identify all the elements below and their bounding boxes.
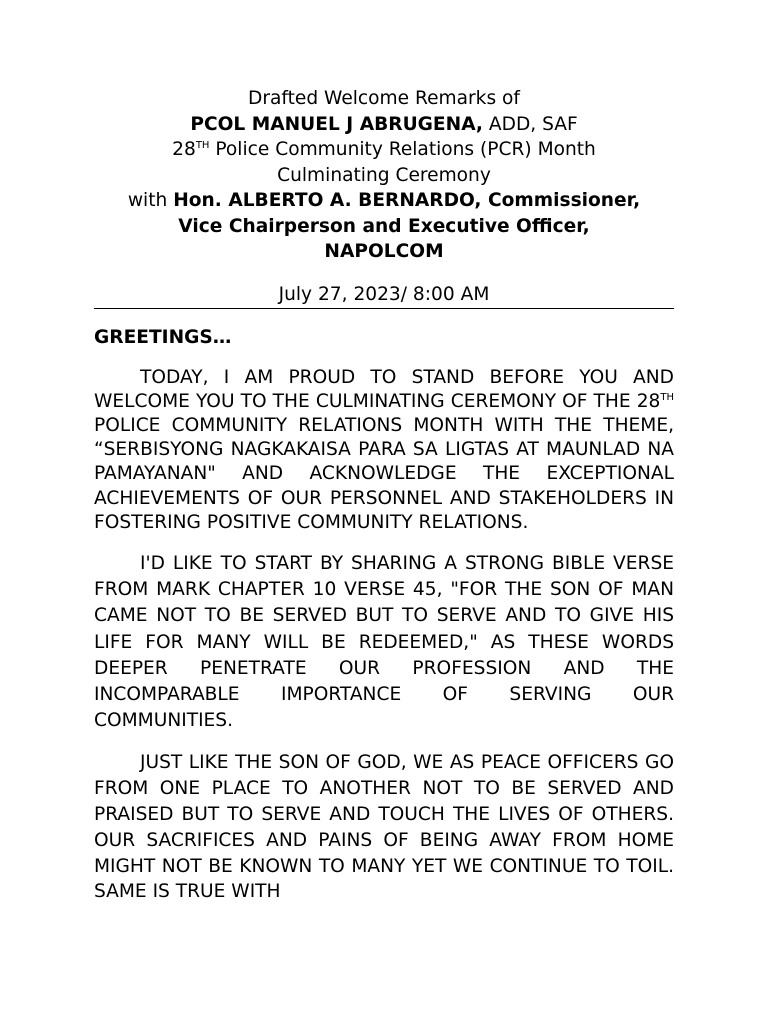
event-line [94,137,674,163]
paragraph-3: JUST LIKE THE SON OF GOD, WE AS PEACE OFFICERS GO FROM ONE PLACE TO ANOTHER NOT TO BE SERVED AND PRAISED BUT TO SERVE AND TOUCH THE LIVES OF OTHERS. OUR SACRIFICES AND PAINS OF BEING AWAY FROM HOME MIGHT NOT BE KNOWN TO MANY YET WE CONTINUE TO TOIL. SAME IS TRUE WITH [94,752,674,903]
guest-name: Hon. ALBERTO A. BERNARDO, Commissioner, [173,190,641,211]
speaker-name: PCOL MANUEL J ABRUGENA, [190,113,483,135]
document-header [94,86,674,265]
guest-line-3: NAPOLCOM [324,241,444,262]
event-number: 28 [172,139,196,160]
event-ceremony: Culminating Ceremony [277,164,491,186]
paragraph-1 [94,366,674,535]
guest-line-1 [94,188,674,214]
paragraph-1-text-a: TODAY, I AM PROUD TO STAND BEFORE YOU AND WELCOME YOU TO THE CULMINATING CEREMONY OF THE 28 [94,366,674,412]
event-name: Police Community Relations (PCR) Month [209,139,596,160]
paragraph-2: I'D LIKE TO START BY SHARING A STRONG BIBLE VERSE FROM MARK CHAPTER 10 VERSE 45, "FOR THE SON OF MAN CAME NOT TO BE SERVED BUT TO SERVE AND TO GIVE HIS LIFE FOR MANY WILL BE REDEEMED," AS THESE WORDS DEEPER PENETRATE OUR PROFESSION AND THE INCOMPARABLE IMPORTANCE OF SERVING OUR COMMUNITIES. [94,552,674,732]
speaker-line [94,112,674,138]
event-date: July 27, 2023/ 8:00 AM [94,282,674,309]
with-label: with [127,190,174,211]
guest-line-2: Vice Chairperson and Executive Officer, [178,215,590,237]
speaker-suffix: ADD, SAF [483,113,578,135]
header-title: Drafted Welcome Remarks of [248,88,520,109]
paragraph-1-text-b: POLICE COMMUNITY RELATIONS MONTH WITH THE THEME, “SERBISYONG NAGKAKAISA PARA SA LIGTAS AT MAUNLAD NA PAMAYANAN" AND ACKNOWLEDGE THE EXCEPTIONAL ACHIEVEMENTS OF OUR PERSONNEL AND STAKEHOLDERS IN FOSTERING POSITIVE COMMUNITY RELATIONS. [94,414,674,533]
greeting-heading: GREETINGS… [94,326,232,348]
paragraph-1-ordinal: TH [660,391,674,403]
event-ordinal: TH [195,139,210,151]
